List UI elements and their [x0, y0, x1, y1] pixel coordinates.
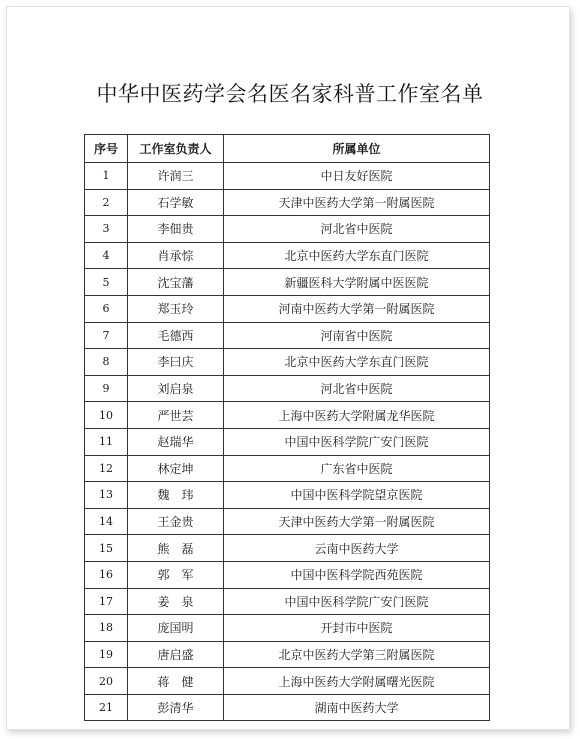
cell-name: 石学敏 — [128, 189, 224, 216]
table-row — [85, 349, 490, 376]
cell-no: 9 — [85, 375, 128, 402]
cell-name: 严世芸 — [128, 402, 224, 429]
cell-no: 6 — [85, 295, 128, 322]
table-row — [85, 508, 490, 535]
cell-unit: 上海中医药大学附属曙光医院 — [224, 668, 490, 695]
cell-unit: 广东省中医院 — [224, 455, 490, 482]
cell-unit: 上海中医药大学附属龙华医院 — [224, 402, 490, 429]
header-no: 序号 — [85, 135, 128, 163]
cell-no: 17 — [85, 588, 128, 615]
cell-name: 唐启盛 — [128, 641, 224, 668]
table-row — [85, 615, 490, 642]
cell-no: 18 — [85, 615, 128, 642]
cell-unit: 新疆医科大学附属中医医院 — [224, 269, 490, 296]
cell-no: 14 — [85, 508, 128, 535]
cell-name: 肖承悰 — [128, 242, 224, 269]
cell-no: 15 — [85, 535, 128, 562]
table-row — [85, 295, 490, 322]
cell-unit: 北京中医药大学第三附属医院 — [224, 641, 490, 668]
cell-name: 郭 军 — [128, 561, 224, 588]
cell-name: 魏 玮 — [128, 482, 224, 509]
cell-name: 李佃贵 — [128, 216, 224, 243]
table-row — [85, 535, 490, 562]
cell-no: 1 — [85, 163, 128, 190]
table-row — [85, 428, 490, 455]
cell-no: 11 — [85, 428, 128, 455]
roster-table — [84, 134, 490, 721]
cell-no: 2 — [85, 189, 128, 216]
cell-unit: 天津中医药大学第一附属医院 — [224, 189, 490, 216]
cell-unit: 天津中医药大学第一附属医院 — [224, 508, 490, 535]
table-row — [85, 189, 490, 216]
cell-name: 庞国明 — [128, 615, 224, 642]
cell-name: 姜 泉 — [128, 588, 224, 615]
cell-name: 林定坤 — [128, 455, 224, 482]
cell-no: 3 — [85, 216, 128, 243]
cell-no: 13 — [85, 482, 128, 509]
cell-unit: 中国中医科学院广安门医院 — [224, 588, 490, 615]
table-row — [85, 163, 490, 190]
cell-unit: 开封市中医院 — [224, 615, 490, 642]
table-row — [85, 668, 490, 695]
cell-unit: 中国中医科学院西苑医院 — [224, 561, 490, 588]
cell-name: 刘启泉 — [128, 375, 224, 402]
table-row — [85, 588, 490, 615]
document-title: 中华中医药学会名医名家科普工作室名单 — [96, 82, 484, 106]
cell-no: 10 — [85, 402, 128, 429]
cell-no: 19 — [85, 641, 128, 668]
cell-unit: 中日友好医院 — [224, 163, 490, 190]
cell-no: 5 — [85, 269, 128, 296]
cell-name: 郑玉玲 — [128, 295, 224, 322]
header-name: 工作室负责人 — [128, 135, 224, 163]
cell-unit: 中国中医科学院望京医院 — [224, 482, 490, 509]
cell-name: 蒋 健 — [128, 668, 224, 695]
table-row — [85, 482, 490, 509]
table-row — [85, 694, 490, 721]
cell-unit: 中国中医科学院广安门医院 — [224, 428, 490, 455]
header-row — [85, 135, 490, 163]
table-body — [85, 163, 490, 721]
cell-unit: 河南中医药大学第一附属医院 — [224, 295, 490, 322]
cell-unit: 河北省中医院 — [224, 216, 490, 243]
cell-no: 8 — [85, 349, 128, 376]
cell-name: 许润三 — [128, 163, 224, 190]
table-row — [85, 455, 490, 482]
cell-unit: 北京中医药大学东直门医院 — [224, 349, 490, 376]
cell-no: 16 — [85, 561, 128, 588]
cell-unit: 河北省中医院 — [224, 375, 490, 402]
cell-name: 熊 磊 — [128, 535, 224, 562]
header-unit: 所属单位 — [224, 135, 490, 163]
cell-name: 李曰庆 — [128, 349, 224, 376]
table-row — [85, 561, 490, 588]
cell-name: 赵瑞华 — [128, 428, 224, 455]
cell-name: 王金贵 — [128, 508, 224, 535]
cell-name: 毛德西 — [128, 322, 224, 349]
table-row — [85, 375, 490, 402]
cell-name: 沈宝藩 — [128, 269, 224, 296]
cell-no: 21 — [85, 694, 128, 721]
table-header — [85, 135, 490, 163]
cell-unit: 湖南中医药大学 — [224, 694, 490, 721]
table-row — [85, 322, 490, 349]
table-row — [85, 269, 490, 296]
cell-no: 12 — [85, 455, 128, 482]
table-row — [85, 216, 490, 243]
table-row — [85, 402, 490, 429]
cell-no: 20 — [85, 668, 128, 695]
cell-unit: 北京中医药大学东直门医院 — [224, 242, 490, 269]
cell-no: 4 — [85, 242, 128, 269]
cell-unit: 河南省中医院 — [224, 322, 490, 349]
table-row — [85, 641, 490, 668]
cell-unit: 云南中医药大学 — [224, 535, 490, 562]
cell-no: 7 — [85, 322, 128, 349]
cell-name: 彭清华 — [128, 694, 224, 721]
table-row — [85, 242, 490, 269]
